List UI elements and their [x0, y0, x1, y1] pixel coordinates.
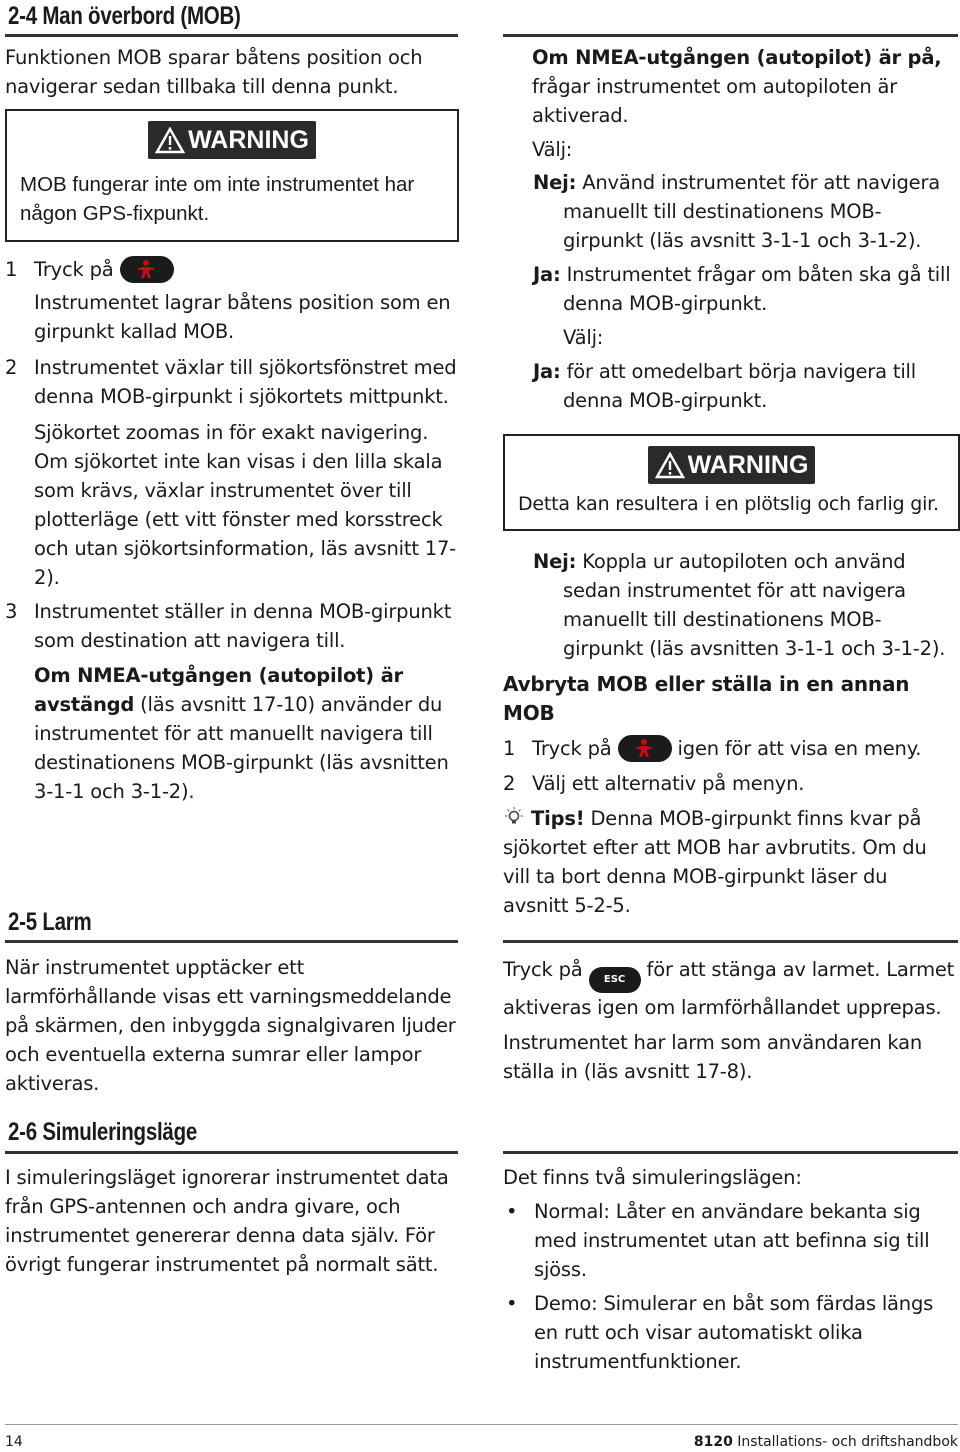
- larm-text: När instrumentet upptäcker ett larmförhållande visas ett varningsmeddelande på skärmen, den inbyggda signalgivaren ljuder och eventuella externa sumrar eller lampor aktiveras.: [5, 956, 456, 1095]
- list-item: [5, 353, 465, 411]
- list-item: [5, 597, 465, 655]
- step-detail: Instrumentet lagrar båtens position som en girpunkt kallad MOB.: [34, 291, 451, 343]
- esc-button-icon[interactable]: ESC: [589, 967, 641, 993]
- list-item: [503, 1289, 958, 1376]
- step-paragraph: Om sjökortet inte kan visas i den lilla skala som krävs, växlar instrumentet över till plotterläge (ett vitt fönster med korsstreck och utan sjökortsinformation, läs avsnitt 17-2).: [34, 450, 457, 589]
- list-item: [5, 255, 465, 284]
- option-ja-text: för att omedelbart börja navigera till denna MOB-girpunkt.: [560, 360, 916, 412]
- section-title-larm: 2-5 Larm: [8, 908, 92, 936]
- warning-label: WARNING: [687, 450, 809, 479]
- warning-triangle-icon: [155, 127, 185, 154]
- warning-badge: [648, 446, 816, 484]
- warning-triangle-icon: [655, 452, 685, 479]
- list-item: [503, 734, 958, 763]
- cancel-heading: Avbryta MOB eller ställa in en annan MOB: [503, 672, 910, 725]
- list-item: [503, 769, 958, 798]
- autopilot-on-paragraph: [503, 43, 958, 130]
- larm-text: Instrumentet har larm som användaren kan ställa in (läs avsnitt 17-8).: [503, 1031, 923, 1083]
- section-title-mob: 2-4 Man överbord (MOB): [8, 2, 241, 30]
- mob-button-icon[interactable]: [120, 256, 174, 283]
- mob-left-column: [5, 43, 465, 101]
- option-ja-bold: Ja:: [533, 263, 561, 286]
- warning-text: Detta kan resultera i en plötslig och farlig gir.: [518, 493, 939, 515]
- option-ja-text: Instrumentet frågar om båten ska gå till denna MOB-girpunkt.: [560, 263, 951, 315]
- step-text: Tryck på: [34, 258, 114, 281]
- warning-label: WARNING: [188, 125, 309, 154]
- tips-bold: Tips!: [531, 807, 585, 830]
- footer-divider: [5, 1424, 958, 1425]
- bullet-text: Demo: Simulerar en båt som färdas längs en rutt och visar automatiskt olika instrumentfunktioner.: [534, 1292, 934, 1373]
- sim-text: I simuleringsläget ignorerar instrumentet data från GPS-antennen och andra givare, och instrumentet genererar denna data själv. För övrigt fungerar instrumentet på normalt sätt.: [5, 1166, 449, 1276]
- option-nej: [503, 168, 958, 255]
- section-title-sim: 2-6 Simuleringsläge: [8, 1118, 198, 1146]
- footer-manual: Installations- och driftshandbok: [732, 1434, 958, 1450]
- option-nej-bold: Nej:: [533, 171, 577, 194]
- sim-left-column: [5, 1163, 460, 1279]
- section-divider: [5, 1151, 458, 1154]
- step-text: Tryck på: [532, 737, 612, 760]
- mob-intro: Funktionen MOB sparar båtens position och navigerar sedan tillbaka till denna punkt.: [5, 46, 423, 98]
- step-paragraph: Sjökortet zoomas in för exakt navigering.: [34, 421, 429, 444]
- tips-paragraph: [503, 804, 958, 920]
- larm-esc-post: för att stänga av larmet. Larmet aktiveras igen om larmförhållandet upprepas.: [503, 958, 955, 1019]
- list-item: [503, 1197, 958, 1284]
- bullet-text: Normal: Låter en användare bekanta sig med instrumentet utan att befinna sig till sjöss.: [534, 1200, 930, 1281]
- option-nej: [503, 547, 958, 663]
- section-divider: [5, 940, 458, 943]
- step-text: igen för att visa en meny.: [677, 737, 922, 760]
- tips-text: Denna MOB-girpunkt finns kvar på sjökortet efter att MOB har avbrutits. Om du vill ta bort denna MOB-girpunkt läser du avsnitt 5-2-5.: [503, 807, 927, 917]
- autopilot-off-paragraph: [5, 661, 465, 806]
- option-nej-bold: Nej:: [533, 550, 577, 573]
- option-ja: [503, 260, 958, 318]
- section-divider: [5, 34, 458, 37]
- option-nej-text: Koppla ur autopiloten och använd sedan instrumentet för att navigera manuellt till destinationens MOB-girpunkt (läs avsnitten 3-1-1 och 3-1-2).: [563, 550, 946, 660]
- option-ja-bold: Ja:: [533, 360, 561, 383]
- step-number: 2: [503, 772, 516, 795]
- step-number: 3: [5, 600, 18, 623]
- section-divider: [503, 1151, 958, 1154]
- valj-label: Välj:: [563, 326, 604, 349]
- step-text: Instrumentet växlar till sjökortsfönstret med denna MOB-girpunkt i sjökortets mittpunkt.: [34, 356, 457, 408]
- larm-left-column: [5, 953, 460, 1098]
- sim-intro: Det finns två simuleringslägen:: [503, 1166, 802, 1189]
- warning-text: MOB fungerar inte om inte instrumentet har någon GPS-fixpunkt.: [20, 173, 415, 225]
- section-divider: [503, 34, 958, 37]
- sim-right-column: [503, 1163, 958, 1376]
- step-text: Välj ett alternativ på menyn.: [532, 772, 805, 795]
- mob-right-column: [503, 43, 958, 415]
- mob-steps: [5, 255, 465, 806]
- step-text: Instrumentet ställer in denna MOB-girpunkt som destination att navigera till.: [34, 600, 452, 652]
- option-ja: [503, 357, 958, 415]
- step-number: 2: [5, 356, 18, 379]
- autopilot-off-bold: Om NMEA-utgången (autopilot) är avstängd: [34, 664, 403, 716]
- lightbulb-icon: [503, 807, 525, 827]
- footer-model: 8120: [693, 1434, 733, 1450]
- mob-right-column-lower: [503, 547, 958, 920]
- step-number: 1: [503, 737, 516, 760]
- larm-esc-paragraph: [503, 955, 958, 1022]
- autopilot-off-text: (läs avsnitt 17-10) använder du instrumentet för att manuellt navigera till destinationens MOB-girpunkt (läs avsnitten 3-1-1 och 3-1-2).: [34, 693, 449, 803]
- valj-label: Välj:: [532, 138, 573, 161]
- autopilot-on-bold: Om NMEA-utgången (autopilot) är på,: [532, 46, 942, 69]
- page-number: 14: [5, 1434, 23, 1450]
- section-divider: [503, 940, 958, 943]
- autopilot-on-text: frågar instrumentet om autopiloten är aktiverad.: [532, 75, 898, 127]
- bullet-icon: •: [506, 1292, 518, 1315]
- option-nej-text: Använd instrumentet för att navigera manuellt till destinationens MOB-girpunkt (läs avsnitt 3-1-1 och 3-1-2).: [563, 171, 941, 252]
- warning-badge: [148, 121, 316, 159]
- larm-esc-pre: Tryck på: [503, 958, 583, 981]
- larm-right-column: [503, 955, 958, 1086]
- warning-box: [5, 109, 459, 242]
- bullet-icon: •: [506, 1200, 518, 1223]
- mob-button-icon[interactable]: [618, 735, 672, 762]
- footer-title: [694, 1432, 958, 1452]
- warning-box: [503, 434, 960, 531]
- step-number: 1: [5, 258, 18, 281]
